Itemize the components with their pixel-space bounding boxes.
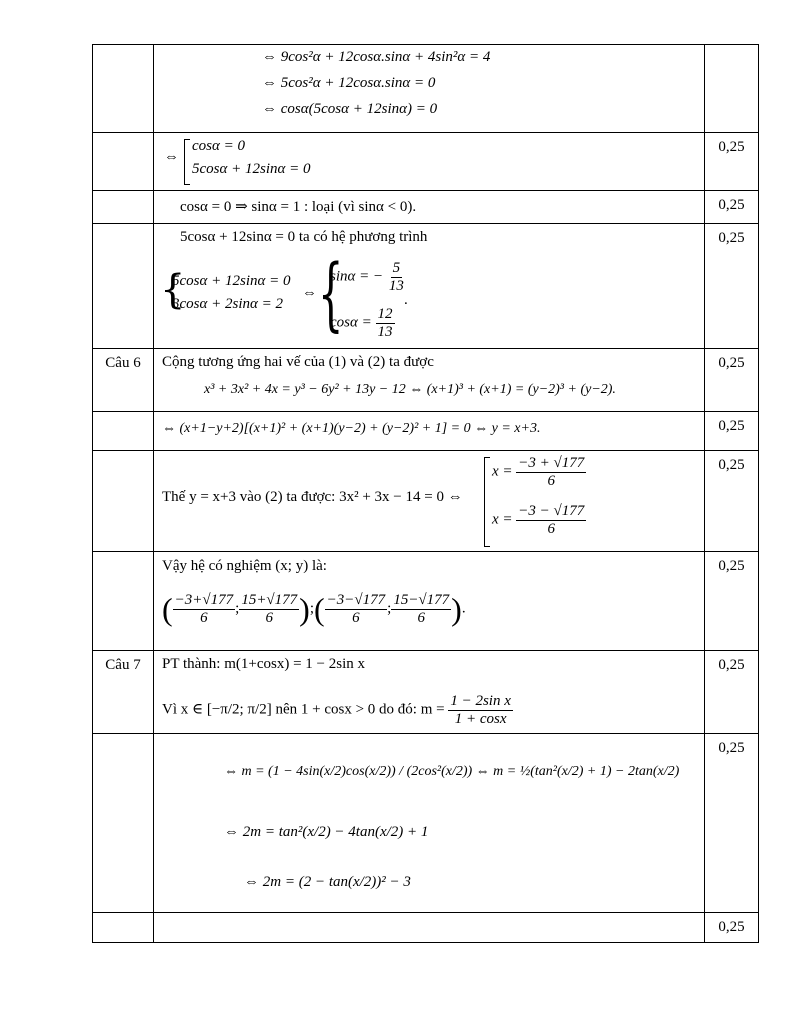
table-row bbox=[93, 224, 759, 349]
system-line: 5cosα + 12sinα = 0 bbox=[192, 161, 311, 177]
cau-cell bbox=[93, 734, 154, 913]
score-cell: 0,25 bbox=[705, 133, 759, 191]
score-cell: 0,25 bbox=[705, 451, 759, 552]
score-cell: 0,25 bbox=[705, 349, 759, 412]
content-cell bbox=[154, 349, 705, 412]
content-cell bbox=[154, 451, 705, 552]
content-cell bbox=[154, 45, 705, 133]
system-line: 5cosα + 12sinα = 0 bbox=[172, 273, 291, 289]
intro-text: PT thành: m(1+cosx) = 1 − 2sin x bbox=[162, 656, 366, 672]
cau-cell bbox=[93, 913, 154, 943]
equation-line: ⇔ 2m = (2 − tan(x/2))² − 3 bbox=[244, 874, 411, 890]
table-row bbox=[93, 552, 759, 651]
equivalence-symbol: ⇔ bbox=[164, 149, 179, 165]
cau-cell bbox=[93, 412, 154, 451]
score-cell: 0,25 bbox=[705, 913, 759, 943]
content-cell bbox=[154, 651, 705, 734]
equivalence-symbol: ⇔ bbox=[302, 285, 317, 301]
equation-line: ⇔ 2m = tan²(x/2) − 4tan(x/2) + 1 bbox=[224, 824, 429, 840]
table-row bbox=[93, 133, 759, 191]
intro-text: 5cosα + 12sinα = 0 ta có hệ phương trình bbox=[180, 229, 428, 245]
content-cell: 5cosα + 12sinα = 0 ta có hệ phương trình { 5cosα + 12sinα = 0 3cosα + 2sinα = 2 ⇔ { sinα = − $\frac{5}{13}$ cosα = $\frac{12}{13}$ . bbox=[154, 224, 705, 349]
equation-line: ⇔ 5cos²α + 12cosα.sinα = 0 bbox=[262, 75, 436, 91]
condition-line: Vì x ∈ [−π/2; π/2] nên 1 + cosx > 0 do đó: m = $\frac{\text{1 − 2sin x}}{1 + \cos x}$ bbox=[162, 693, 511, 727]
score-cell: 0,25 bbox=[705, 191, 759, 224]
score-cell bbox=[705, 45, 759, 133]
content-cell bbox=[154, 191, 705, 224]
root-line: x = $\frac{-3 - √177}{6}$ bbox=[492, 503, 585, 537]
content-cell bbox=[154, 734, 705, 913]
table-row bbox=[93, 451, 759, 552]
equation-line: ⇔ 9cos²α + 12cosα.sinα + 4sin²α = 4 bbox=[262, 49, 491, 65]
content-cell bbox=[154, 913, 705, 943]
equation-line: cosα = 0 ⇒ sinα = 1 : loại (vì sinα < 0). bbox=[180, 199, 417, 215]
intro-text: Vậy hệ có nghiệm (x; y) là: bbox=[162, 558, 327, 574]
equation-line: Thế y = x+3 vào (2) ta được: 3x² + 3x − 14 = 0 ⇔ bbox=[162, 489, 463, 505]
system-line: cosα = 0 bbox=[192, 138, 245, 154]
content-cell bbox=[154, 552, 705, 651]
table-row bbox=[93, 349, 759, 412]
table-row bbox=[93, 412, 759, 451]
brace: { bbox=[318, 247, 344, 340]
cau-cell bbox=[93, 191, 154, 224]
content-cell bbox=[154, 412, 705, 451]
table-row bbox=[93, 45, 759, 133]
bracket bbox=[484, 457, 490, 547]
score-cell: 0,25 bbox=[705, 224, 759, 349]
solution-line: cosα = $\frac{12}{13}$ bbox=[330, 306, 393, 340]
score-cell: 0,25 bbox=[705, 651, 759, 734]
equation-line: ⇔ (x+1−y+2)[(x+1)² + (x+1)(y−2) + (y−2)² + 1] = 0 ⇔ y = x+3. bbox=[162, 421, 541, 436]
cau-cell bbox=[93, 552, 154, 651]
solution-line: sinα = − $\frac{5}{13}$ bbox=[330, 260, 404, 294]
score-cell: 0,25 bbox=[705, 412, 759, 451]
solution-line: ( $\frac{-3+√177}{6}$ ; $\frac{15+√177}{6}$ );( $\frac{-3-√177}{6}$ ; $\frac{15-√177}{6}$ ). bbox=[162, 591, 466, 627]
table-row bbox=[93, 191, 759, 224]
cau-cell bbox=[93, 451, 154, 552]
equation-line: ⇔ m = (1 − 4sin(x/2)cos(x/2)) / (2cos²(x/2)) ⇔ m = ½(tan²(x/2) + 1) − 2tan(x/2) bbox=[224, 764, 680, 779]
table-row bbox=[93, 651, 759, 734]
score-cell: 0,25 bbox=[705, 552, 759, 651]
system-line: 3cosα + 2sinα = 2 bbox=[172, 296, 283, 312]
cau-cell bbox=[93, 224, 154, 349]
table-row bbox=[93, 913, 759, 943]
question-label: Câu 7 bbox=[105, 657, 141, 673]
cau-cell bbox=[93, 133, 154, 191]
content-cell bbox=[154, 133, 705, 191]
grading-table bbox=[92, 44, 759, 943]
score-cell: 0,25 bbox=[705, 734, 759, 913]
intro-text: Cộng tương ứng hai vế của (1) và (2) ta được bbox=[162, 354, 434, 370]
equation-line: ⇔ cosα(5cosα + 12sinα) = 0 bbox=[262, 101, 438, 117]
cau-cell bbox=[93, 651, 154, 734]
root-line: x = $\frac{-3 + √177}{6}$ bbox=[492, 455, 585, 489]
brace: { bbox=[160, 267, 186, 313]
table-row bbox=[93, 734, 759, 913]
equation-line: x³ + 3x² + 4x = y³ − 6y² + 13y − 12 ⇔ (x+1)³ + (x+1) = (y−2)³ + (y−2). bbox=[204, 382, 616, 397]
bracket bbox=[184, 139, 190, 185]
question-label: Câu 6 bbox=[105, 355, 141, 371]
cau-cell bbox=[93, 349, 154, 412]
cau-cell bbox=[93, 45, 154, 133]
